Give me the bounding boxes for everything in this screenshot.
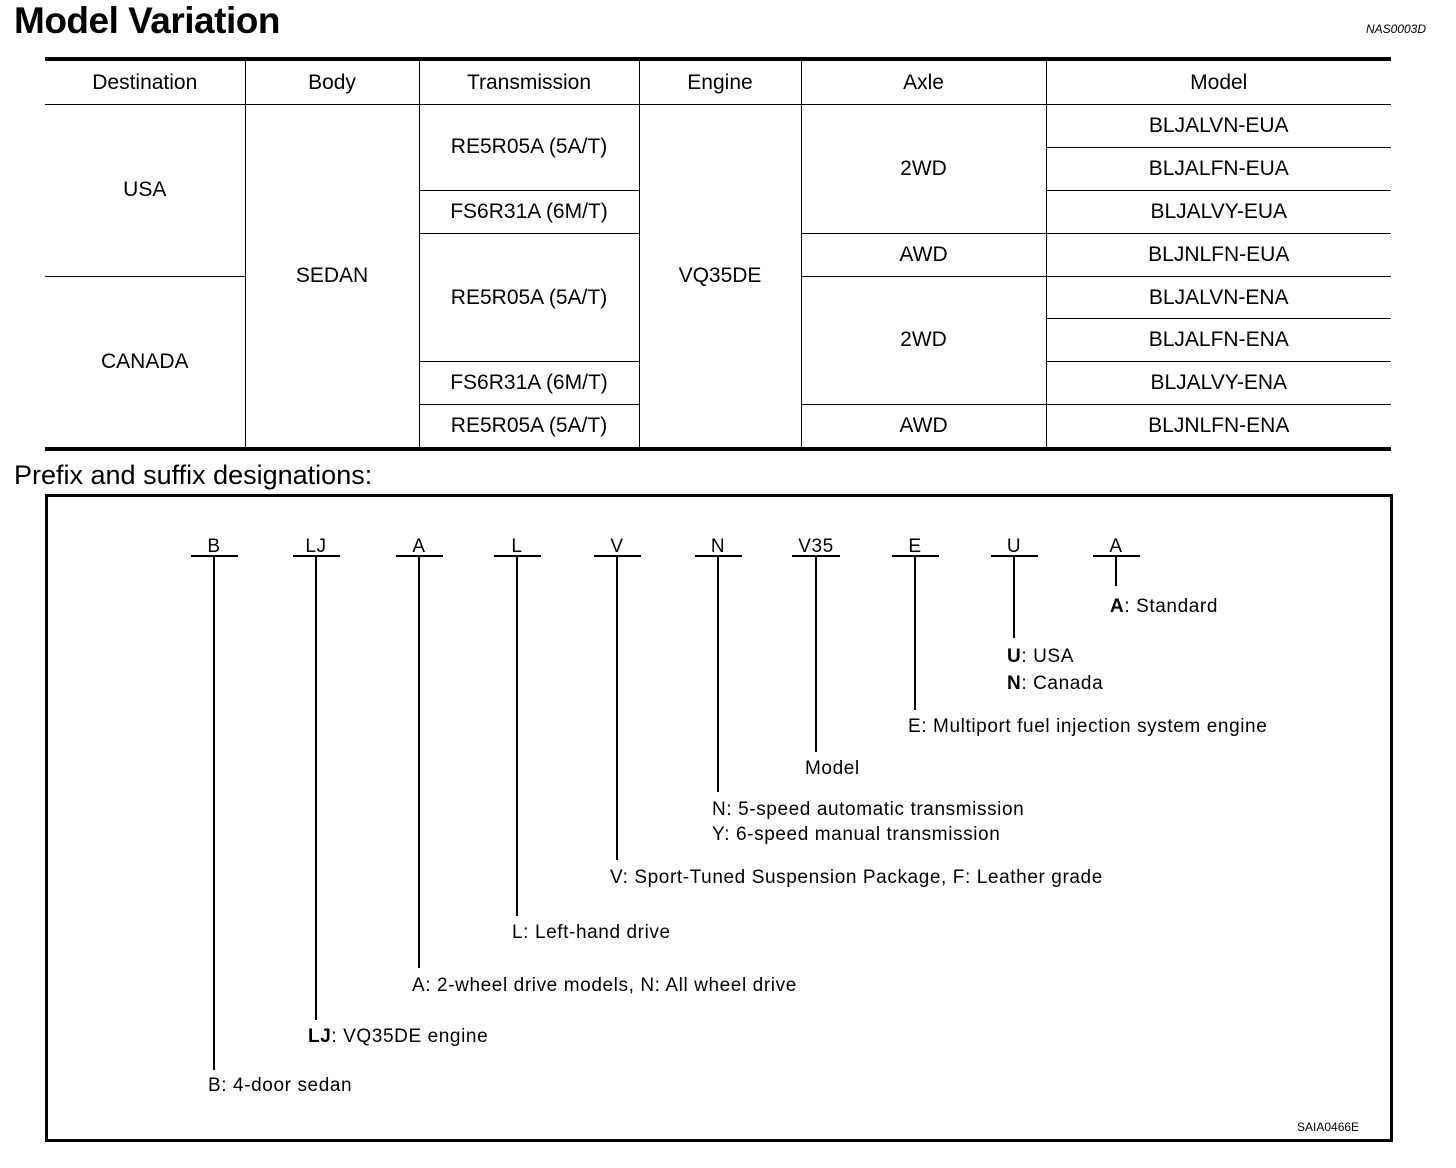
transmission-cell: RE5R05A (5A/T) <box>419 233 639 362</box>
header-transmission: Transmission <box>419 59 639 105</box>
header-axle: Axle <box>801 59 1046 105</box>
destination-cell: USA <box>123 178 167 202</box>
transmission-cell: FS6R31A (6M/T) <box>419 190 639 233</box>
explanation-standard: A: Standard <box>1110 596 1219 617</box>
explanation-e: E: Multiport fuel injection system engine <box>908 716 1268 737</box>
explanation-u: U: USA <box>1007 646 1074 667</box>
document-code: NAS0003D <box>1365 22 1426 36</box>
model-cell: BLJNLFN-EUA <box>1046 233 1391 276</box>
code-letter: E <box>908 536 922 557</box>
designations-subtitle: Prefix and suffix designations: <box>14 460 373 490</box>
transmission-cell: RE5R05A (5A/T) <box>419 105 639 191</box>
code-letter: LJ <box>305 536 327 557</box>
code-letter: V35 <box>798 536 834 557</box>
designation-codes <box>207 536 1122 557</box>
model-cell: BLJALVN-EUA <box>1046 105 1391 148</box>
body-cell: SEDAN <box>245 105 419 450</box>
header-model: Model <box>1046 59 1391 105</box>
axle-cell: 2WD <box>801 276 1046 405</box>
explanation-model: Model <box>805 758 860 779</box>
model-cell: BLJALFN-EUA <box>1046 147 1391 190</box>
code-letter: B <box>207 536 221 557</box>
code-letter: A <box>412 536 426 557</box>
transmission-cell: RE5R05A (5A/T) <box>419 405 639 449</box>
model-cell: BLJALVY-EUA <box>1046 190 1391 233</box>
explanation-l: L: Left-hand drive <box>512 922 671 943</box>
code-letter: L <box>511 536 523 557</box>
explanation-n: N: 5-speed automatic transmission <box>712 799 1025 820</box>
page-title: Model Variation <box>14 0 280 41</box>
header-destination: Destination <box>45 59 245 105</box>
explanation-y: Y: 6-speed manual transmission <box>712 824 1001 845</box>
explanation-a: A: 2-wheel drive models, N: All wheel drive <box>412 975 797 996</box>
header-body: Body <box>245 59 419 105</box>
code-letter: A <box>1109 536 1123 557</box>
explanation-canada: N: Canada <box>1007 673 1104 694</box>
axle-cell: AWD <box>801 405 1046 449</box>
figure-code: SAIA0466E <box>1297 1120 1360 1134</box>
destination-cell: CANADA <box>45 276 245 449</box>
explanation-lj: LJ: VQ35DE engine <box>308 1026 489 1047</box>
designation-explanations <box>208 596 1267 1096</box>
code-letter: U <box>1006 536 1022 557</box>
model-cell: BLJALFN-ENA <box>1046 319 1391 362</box>
explanation-v: V: Sport-Tuned Suspension Package, F: Leather grade <box>610 867 1103 888</box>
axle-cell: AWD <box>801 233 1046 276</box>
model-cell: BLJALVY-ENA <box>1046 362 1391 405</box>
axle-cell: 2WD <box>801 105 1046 234</box>
code-letter: N <box>710 536 726 557</box>
transmission-cell: FS6R31A (6M/T) <box>419 362 639 405</box>
engine-cell: VQ35DE <box>639 105 801 450</box>
model-cell: BLJALVN-ENA <box>1046 276 1391 319</box>
header-engine: Engine <box>639 59 801 105</box>
code-letter: V <box>610 536 624 557</box>
model-cell: BLJNLFN-ENA <box>1046 405 1391 449</box>
explanation-b: B: 4-door sedan <box>208 1075 353 1096</box>
